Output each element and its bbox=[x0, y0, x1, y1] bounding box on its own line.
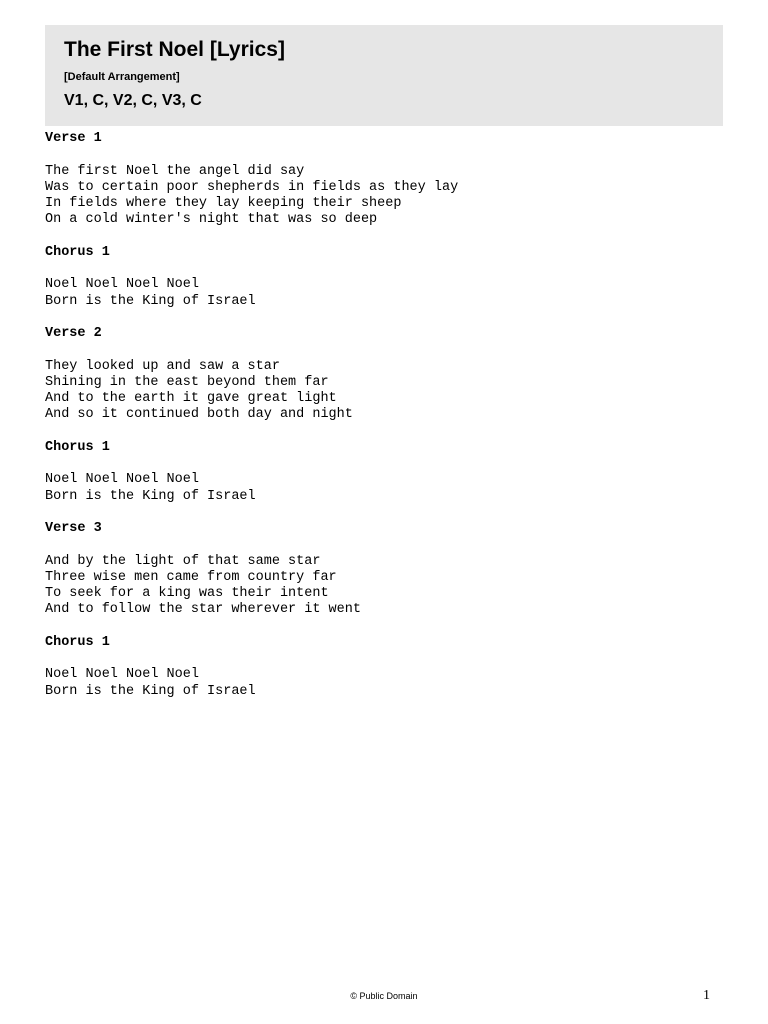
lyric-line: And to the earth it gave great light bbox=[45, 391, 337, 407]
lyric-line: Born is the King of Israel bbox=[45, 293, 256, 309]
lyric-line: Born is the King of Israel bbox=[45, 488, 256, 504]
lyrics-body bbox=[45, 131, 723, 716]
lyric-line: And by the light of that same star bbox=[45, 553, 321, 569]
lyric-line: To seek for a king was their intent bbox=[45, 586, 329, 602]
page-number: 1 bbox=[703, 988, 710, 1003]
lyric-section bbox=[45, 521, 723, 619]
section-label: Chorus 1 bbox=[45, 439, 110, 455]
section-label: Verse 3 bbox=[45, 520, 102, 536]
lyric-line: Three wise men came from country far bbox=[45, 569, 337, 585]
arrangement-name: [Default Arrangement] bbox=[64, 71, 180, 83]
lyric-line: Was to certain poor shepherds in fields as they lay bbox=[45, 179, 459, 195]
lyric-section bbox=[45, 245, 723, 310]
lyric-line: Born is the King of Israel bbox=[45, 683, 256, 699]
song-title: The First Noel [Lyrics] bbox=[64, 38, 285, 61]
song-order: V1, C, V2, C, V3, C bbox=[64, 92, 202, 109]
lyric-line: Noel Noel Noel Noel bbox=[45, 472, 199, 488]
lyric-line: Shining in the east beyond them far bbox=[45, 374, 329, 390]
lyric-line: Noel Noel Noel Noel bbox=[45, 277, 199, 293]
song-header bbox=[45, 25, 723, 126]
lyric-section bbox=[45, 326, 723, 424]
copyright-footer: © Public Domain bbox=[350, 991, 418, 1001]
lyric-line: The first Noel the angel did say bbox=[45, 163, 305, 179]
lyric-section bbox=[45, 635, 723, 700]
lyric-line: And so it continued both day and night bbox=[45, 407, 353, 423]
section-label: Chorus 1 bbox=[45, 634, 110, 650]
lyric-line: And to follow the star wherever it went bbox=[45, 602, 361, 618]
lyric-line: They looked up and saw a star bbox=[45, 358, 280, 374]
lyric-line: On a cold winter's night that was so deep bbox=[45, 212, 378, 228]
section-label: Verse 1 bbox=[45, 131, 102, 146]
lyric-line: Noel Noel Noel Noel bbox=[45, 667, 199, 683]
lyric-section bbox=[45, 131, 723, 229]
lyric-section bbox=[45, 440, 723, 505]
section-label: Verse 2 bbox=[45, 325, 102, 341]
section-label: Chorus 1 bbox=[45, 244, 110, 260]
lyric-line: In fields where they lay keeping their sheep bbox=[45, 196, 402, 212]
